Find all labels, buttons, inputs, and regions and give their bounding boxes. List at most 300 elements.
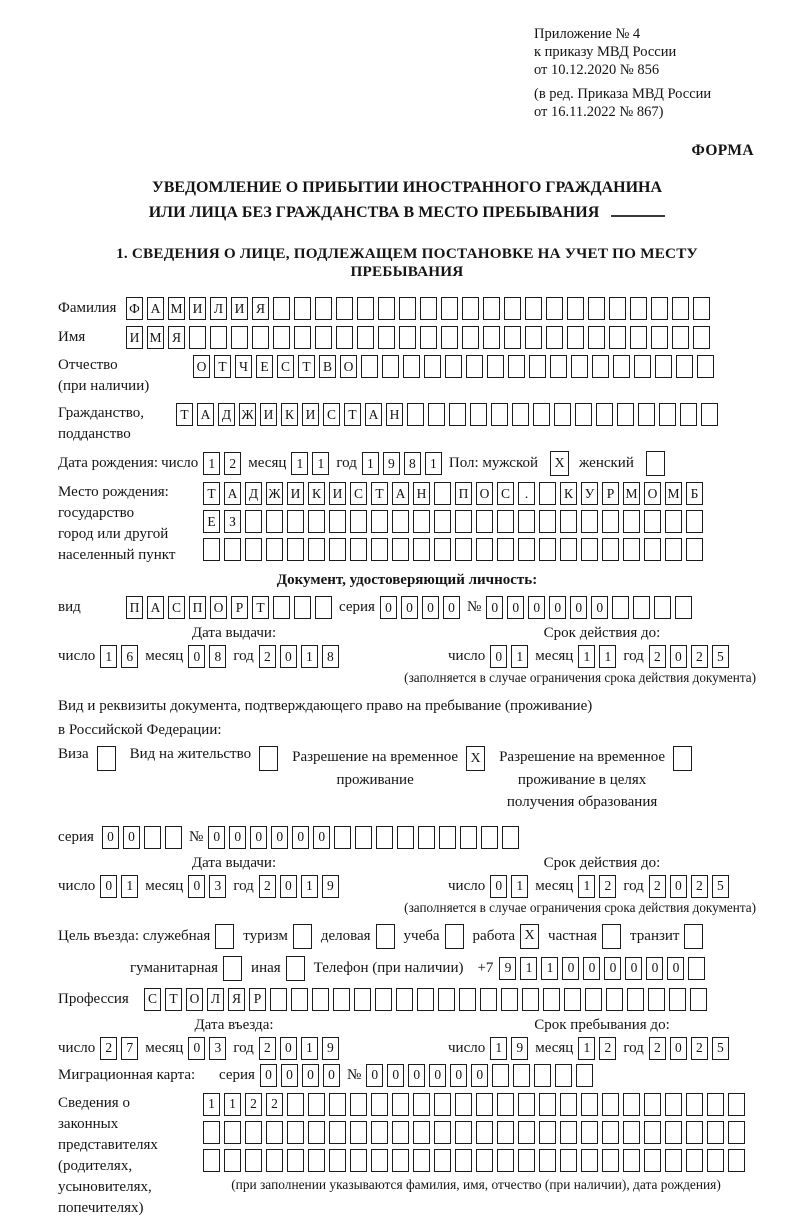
char-cell[interactable] [543, 988, 560, 1011]
char-cell[interactable] [329, 1093, 346, 1116]
char-cell[interactable] [613, 355, 630, 378]
char-cell[interactable]: 0 [188, 645, 205, 668]
char-cell[interactable]: Д [245, 482, 262, 505]
char-cell[interactable]: . [518, 482, 535, 505]
char-cell[interactable]: Л [207, 988, 224, 1011]
char-cell[interactable]: 0 [670, 875, 687, 898]
char-cell[interactable] [665, 538, 682, 561]
purpose-other-checkbox[interactable] [286, 956, 305, 981]
char-cell[interactable] [428, 403, 445, 426]
char-cell[interactable] [476, 1149, 493, 1172]
char-cell[interactable]: С [323, 403, 340, 426]
char-cell[interactable] [287, 1149, 304, 1172]
char-cell[interactable]: Т [252, 596, 269, 619]
char-cell[interactable]: С [497, 482, 514, 505]
char-cell[interactable] [376, 826, 393, 849]
char-cell[interactable] [462, 297, 479, 320]
char-cell[interactable]: М [147, 326, 164, 349]
char-cell[interactable]: 0 [507, 596, 524, 619]
char-cell[interactable] [413, 510, 430, 533]
char-cell[interactable]: С [277, 355, 294, 378]
char-cell[interactable] [375, 988, 392, 1011]
char-cell[interactable] [308, 1149, 325, 1172]
char-cell[interactable]: 0 [401, 596, 418, 619]
char-cell[interactable] [245, 510, 262, 533]
char-cell[interactable]: 0 [422, 596, 439, 619]
char-cell[interactable] [707, 1093, 724, 1116]
char-cell[interactable] [630, 326, 647, 349]
char-cell[interactable] [555, 1064, 572, 1087]
char-cell[interactable] [502, 826, 519, 849]
char-cell[interactable]: О [644, 482, 661, 505]
char-cell[interactable] [445, 355, 462, 378]
char-cell[interactable] [728, 1093, 745, 1116]
char-cell[interactable] [525, 326, 542, 349]
char-cell[interactable]: А [224, 482, 241, 505]
char-cell[interactable] [308, 1121, 325, 1144]
char-cell[interactable]: Ж [239, 403, 256, 426]
char-cell[interactable] [707, 1149, 724, 1172]
char-cell[interactable] [357, 326, 374, 349]
char-cell[interactable] [669, 988, 686, 1011]
char-cell[interactable]: 0 [313, 826, 330, 849]
char-cell[interactable] [554, 403, 571, 426]
char-cell[interactable] [560, 510, 577, 533]
char-cell[interactable] [644, 510, 661, 533]
char-cell[interactable] [203, 538, 220, 561]
char-cell[interactable] [434, 1149, 451, 1172]
char-cell[interactable]: 0 [490, 875, 507, 898]
char-cell[interactable]: П [455, 482, 472, 505]
char-cell[interactable]: 1 [578, 645, 595, 668]
char-cell[interactable] [665, 1149, 682, 1172]
char-cell[interactable] [564, 988, 581, 1011]
char-cell[interactable] [413, 1093, 430, 1116]
char-cell[interactable]: 1 [301, 875, 318, 898]
purpose-transit-checkbox[interactable] [684, 924, 703, 949]
char-cell[interactable] [266, 1121, 283, 1144]
char-cell[interactable]: 2 [691, 875, 708, 898]
char-cell[interactable] [399, 326, 416, 349]
char-cell[interactable]: 0 [408, 1064, 425, 1087]
char-cell[interactable] [294, 596, 311, 619]
char-cell[interactable] [287, 510, 304, 533]
char-cell[interactable] [701, 403, 718, 426]
char-cell[interactable]: 9 [499, 957, 516, 980]
purpose-business-checkbox[interactable] [215, 924, 234, 949]
char-cell[interactable] [266, 1149, 283, 1172]
char-cell[interactable] [245, 1121, 262, 1144]
char-cell[interactable] [665, 1121, 682, 1144]
char-cell[interactable] [441, 297, 458, 320]
char-cell[interactable]: Я [228, 988, 245, 1011]
char-cell[interactable] [676, 355, 693, 378]
char-cell[interactable] [371, 1093, 388, 1116]
char-cell[interactable] [308, 538, 325, 561]
char-cell[interactable] [651, 326, 668, 349]
char-cell[interactable]: Т [344, 403, 361, 426]
char-cell[interactable] [638, 403, 655, 426]
char-cell[interactable]: 2 [259, 875, 276, 898]
char-cell[interactable]: П [189, 596, 206, 619]
char-cell[interactable] [392, 538, 409, 561]
char-cell[interactable] [336, 326, 353, 349]
char-cell[interactable] [312, 988, 329, 1011]
char-cell[interactable]: У [581, 482, 598, 505]
char-cell[interactable]: 9 [383, 452, 400, 475]
char-cell[interactable] [651, 297, 668, 320]
char-cell[interactable]: 2 [259, 1037, 276, 1060]
char-cell[interactable]: Р [249, 988, 266, 1011]
char-cell[interactable]: 0 [570, 596, 587, 619]
char-cell[interactable] [273, 297, 290, 320]
char-cell[interactable]: 0 [280, 645, 297, 668]
char-cell[interactable]: 0 [429, 1064, 446, 1087]
char-cell[interactable] [287, 1093, 304, 1116]
char-cell[interactable] [588, 297, 605, 320]
char-cell[interactable] [455, 538, 472, 561]
char-cell[interactable] [546, 326, 563, 349]
char-cell[interactable] [392, 1149, 409, 1172]
char-cell[interactable] [252, 326, 269, 349]
char-cell[interactable] [518, 1149, 535, 1172]
char-cell[interactable]: 5 [712, 1037, 729, 1060]
char-cell[interactable] [273, 596, 290, 619]
char-cell[interactable]: Р [602, 482, 619, 505]
char-cell[interactable]: А [147, 297, 164, 320]
char-cell[interactable]: 1 [224, 1093, 241, 1116]
char-cell[interactable]: 0 [528, 596, 545, 619]
char-cell[interactable] [623, 538, 640, 561]
char-cell[interactable]: 0 [123, 826, 140, 849]
char-cell[interactable] [224, 538, 241, 561]
char-cell[interactable]: 0 [260, 1064, 277, 1087]
char-cell[interactable]: 1 [362, 452, 379, 475]
char-cell[interactable] [434, 1093, 451, 1116]
char-cell[interactable] [392, 1121, 409, 1144]
purpose-work-checkbox[interactable]: X [520, 924, 539, 949]
char-cell[interactable] [350, 538, 367, 561]
purpose-private-checkbox[interactable] [602, 924, 621, 949]
char-cell[interactable]: 0 [100, 875, 117, 898]
char-cell[interactable] [602, 1093, 619, 1116]
char-cell[interactable] [336, 297, 353, 320]
char-cell[interactable]: 2 [691, 1037, 708, 1060]
char-cell[interactable] [497, 510, 514, 533]
char-cell[interactable]: 1 [312, 452, 329, 475]
char-cell[interactable]: 8 [404, 452, 421, 475]
char-cell[interactable]: И [126, 326, 143, 349]
char-cell[interactable] [420, 297, 437, 320]
char-cell[interactable]: 0 [562, 957, 579, 980]
char-cell[interactable] [560, 1093, 577, 1116]
char-cell[interactable] [592, 355, 609, 378]
char-cell[interactable] [707, 1121, 724, 1144]
char-cell[interactable] [567, 326, 584, 349]
residence-permit-checkbox[interactable] [259, 746, 278, 771]
char-cell[interactable]: 0 [471, 1064, 488, 1087]
char-cell[interactable] [560, 1149, 577, 1172]
char-cell[interactable] [483, 326, 500, 349]
char-cell[interactable] [329, 538, 346, 561]
char-cell[interactable]: М [665, 482, 682, 505]
char-cell[interactable] [382, 355, 399, 378]
char-cell[interactable]: 1 [511, 645, 528, 668]
char-cell[interactable] [287, 538, 304, 561]
char-cell[interactable] [686, 1093, 703, 1116]
char-cell[interactable] [680, 403, 697, 426]
char-cell[interactable] [308, 1093, 325, 1116]
char-cell[interactable] [476, 538, 493, 561]
char-cell[interactable] [481, 826, 498, 849]
char-cell[interactable] [371, 538, 388, 561]
char-cell[interactable]: 0 [667, 957, 684, 980]
char-cell[interactable]: 0 [549, 596, 566, 619]
char-cell[interactable] [560, 538, 577, 561]
char-cell[interactable]: 1 [291, 452, 308, 475]
char-cell[interactable] [522, 988, 539, 1011]
char-cell[interactable]: Н [413, 482, 430, 505]
char-cell[interactable] [690, 988, 707, 1011]
char-cell[interactable]: 8 [209, 645, 226, 668]
char-cell[interactable] [441, 326, 458, 349]
char-cell[interactable] [728, 1121, 745, 1144]
char-cell[interactable]: 2 [599, 875, 616, 898]
char-cell[interactable]: И [287, 482, 304, 505]
char-cell[interactable] [270, 988, 287, 1011]
char-cell[interactable]: 0 [280, 1037, 297, 1060]
char-cell[interactable] [504, 297, 521, 320]
char-cell[interactable] [602, 538, 619, 561]
char-cell[interactable]: Я [168, 326, 185, 349]
char-cell[interactable] [508, 355, 525, 378]
char-cell[interactable] [693, 326, 710, 349]
gender-female-checkbox[interactable] [646, 451, 665, 476]
char-cell[interactable] [424, 355, 441, 378]
char-cell[interactable] [513, 1064, 530, 1087]
char-cell[interactable] [571, 355, 588, 378]
char-cell[interactable]: Т [371, 482, 388, 505]
char-cell[interactable]: О [186, 988, 203, 1011]
char-cell[interactable] [581, 1121, 598, 1144]
char-cell[interactable]: В [319, 355, 336, 378]
char-cell[interactable]: 1 [578, 1037, 595, 1060]
visa-checkbox[interactable] [97, 746, 116, 771]
char-cell[interactable] [378, 326, 395, 349]
char-cell[interactable]: Е [256, 355, 273, 378]
char-cell[interactable]: 0 [380, 596, 397, 619]
char-cell[interactable] [576, 1064, 593, 1087]
char-cell[interactable]: Ч [235, 355, 252, 378]
char-cell[interactable]: О [476, 482, 493, 505]
char-cell[interactable]: 0 [646, 957, 663, 980]
char-cell[interactable] [476, 1093, 493, 1116]
char-cell[interactable]: 1 [203, 1093, 220, 1116]
char-cell[interactable]: 1 [511, 875, 528, 898]
char-cell[interactable] [329, 1121, 346, 1144]
char-cell[interactable]: Ж [266, 482, 283, 505]
char-cell[interactable]: 0 [208, 826, 225, 849]
char-cell[interactable] [480, 988, 497, 1011]
char-cell[interactable] [403, 355, 420, 378]
purpose-tourism-checkbox[interactable] [293, 924, 312, 949]
char-cell[interactable]: 0 [670, 1037, 687, 1060]
char-cell[interactable] [539, 1149, 556, 1172]
char-cell[interactable] [675, 596, 692, 619]
char-cell[interactable] [609, 326, 626, 349]
char-cell[interactable] [203, 1121, 220, 1144]
char-cell[interactable]: О [340, 355, 357, 378]
char-cell[interactable] [550, 355, 567, 378]
char-cell[interactable] [633, 596, 650, 619]
char-cell[interactable]: Т [214, 355, 231, 378]
char-cell[interactable]: 2 [245, 1093, 262, 1116]
char-cell[interactable] [165, 826, 182, 849]
char-cell[interactable]: 2 [259, 645, 276, 668]
char-cell[interactable]: И [189, 297, 206, 320]
char-cell[interactable] [617, 403, 634, 426]
char-cell[interactable] [487, 355, 504, 378]
char-cell[interactable] [539, 1121, 556, 1144]
char-cell[interactable]: 2 [266, 1093, 283, 1116]
char-cell[interactable] [581, 1093, 598, 1116]
char-cell[interactable] [392, 510, 409, 533]
char-cell[interactable] [460, 826, 477, 849]
char-cell[interactable] [483, 297, 500, 320]
char-cell[interactable] [627, 988, 644, 1011]
char-cell[interactable] [609, 297, 626, 320]
char-cell[interactable] [644, 1121, 661, 1144]
char-cell[interactable]: 3 [209, 1037, 226, 1060]
char-cell[interactable]: А [365, 403, 382, 426]
char-cell[interactable] [644, 538, 661, 561]
char-cell[interactable] [606, 988, 623, 1011]
char-cell[interactable] [602, 510, 619, 533]
char-cell[interactable]: М [623, 482, 640, 505]
purpose-study-checkbox[interactable] [445, 924, 464, 949]
char-cell[interactable] [501, 988, 518, 1011]
temp-residence-checkbox[interactable]: X [466, 746, 485, 771]
char-cell[interactable]: Т [298, 355, 315, 378]
char-cell[interactable] [361, 355, 378, 378]
char-cell[interactable] [462, 326, 479, 349]
char-cell[interactable] [354, 988, 371, 1011]
char-cell[interactable] [294, 297, 311, 320]
char-cell[interactable]: 1 [425, 452, 442, 475]
char-cell[interactable] [686, 538, 703, 561]
char-cell[interactable] [329, 1149, 346, 1172]
char-cell[interactable] [533, 403, 550, 426]
char-cell[interactable] [539, 1093, 556, 1116]
char-cell[interactable] [371, 510, 388, 533]
char-cell[interactable] [581, 538, 598, 561]
char-cell[interactable] [491, 403, 508, 426]
char-cell[interactable]: 2 [100, 1037, 117, 1060]
char-cell[interactable]: И [302, 403, 319, 426]
char-cell[interactable] [644, 1093, 661, 1116]
char-cell[interactable] [210, 326, 227, 349]
char-cell[interactable] [399, 297, 416, 320]
char-cell[interactable]: Е [203, 510, 220, 533]
char-cell[interactable]: К [281, 403, 298, 426]
char-cell[interactable]: 0 [625, 957, 642, 980]
char-cell[interactable] [407, 403, 424, 426]
char-cell[interactable] [539, 538, 556, 561]
char-cell[interactable]: 2 [649, 1037, 666, 1060]
char-cell[interactable]: Т [165, 988, 182, 1011]
char-cell[interactable] [672, 326, 689, 349]
char-cell[interactable] [630, 297, 647, 320]
char-cell[interactable]: 5 [712, 875, 729, 898]
char-cell[interactable] [602, 1121, 619, 1144]
char-cell[interactable] [438, 988, 455, 1011]
char-cell[interactable] [294, 326, 311, 349]
char-cell[interactable] [287, 1121, 304, 1144]
char-cell[interactable]: 0 [271, 826, 288, 849]
char-cell[interactable] [355, 826, 372, 849]
char-cell[interactable]: 0 [583, 957, 600, 980]
temp-residence-edu-checkbox[interactable] [673, 746, 692, 771]
char-cell[interactable] [518, 1121, 535, 1144]
char-cell[interactable]: 0 [102, 826, 119, 849]
char-cell[interactable] [588, 326, 605, 349]
char-cell[interactable] [455, 1093, 472, 1116]
char-cell[interactable] [357, 297, 374, 320]
char-cell[interactable]: 0 [250, 826, 267, 849]
char-cell[interactable] [329, 510, 346, 533]
char-cell[interactable]: П [126, 596, 143, 619]
char-cell[interactable]: Н [386, 403, 403, 426]
char-cell[interactable] [397, 826, 414, 849]
char-cell[interactable]: 2 [599, 1037, 616, 1060]
char-cell[interactable]: 0 [450, 1064, 467, 1087]
char-cell[interactable]: 0 [670, 645, 687, 668]
char-cell[interactable]: 0 [366, 1064, 383, 1087]
char-cell[interactable]: 0 [604, 957, 621, 980]
char-cell[interactable]: Д [218, 403, 235, 426]
char-cell[interactable]: М [168, 297, 185, 320]
char-cell[interactable] [581, 1149, 598, 1172]
char-cell[interactable] [371, 1149, 388, 1172]
char-cell[interactable] [585, 988, 602, 1011]
char-cell[interactable] [648, 988, 665, 1011]
char-cell[interactable]: 1 [520, 957, 537, 980]
char-cell[interactable] [665, 510, 682, 533]
char-cell[interactable]: 2 [649, 875, 666, 898]
char-cell[interactable]: Т [176, 403, 193, 426]
char-cell[interactable]: Р [231, 596, 248, 619]
purpose-humanitarian-checkbox[interactable] [223, 956, 242, 981]
char-cell[interactable] [539, 510, 556, 533]
char-cell[interactable]: 0 [486, 596, 503, 619]
char-cell[interactable] [665, 1093, 682, 1116]
char-cell[interactable] [623, 1093, 640, 1116]
char-cell[interactable] [371, 1121, 388, 1144]
char-cell[interactable]: 0 [188, 1037, 205, 1060]
char-cell[interactable]: 0 [229, 826, 246, 849]
char-cell[interactable]: 0 [188, 875, 205, 898]
char-cell[interactable]: 1 [490, 1037, 507, 1060]
char-cell[interactable] [455, 1121, 472, 1144]
char-cell[interactable] [470, 403, 487, 426]
char-cell[interactable]: И [231, 297, 248, 320]
char-cell[interactable] [497, 1093, 514, 1116]
char-cell[interactable]: 1 [301, 645, 318, 668]
char-cell[interactable] [231, 326, 248, 349]
char-cell[interactable]: Б [686, 482, 703, 505]
char-cell[interactable]: И [260, 403, 277, 426]
char-cell[interactable] [455, 1149, 472, 1172]
